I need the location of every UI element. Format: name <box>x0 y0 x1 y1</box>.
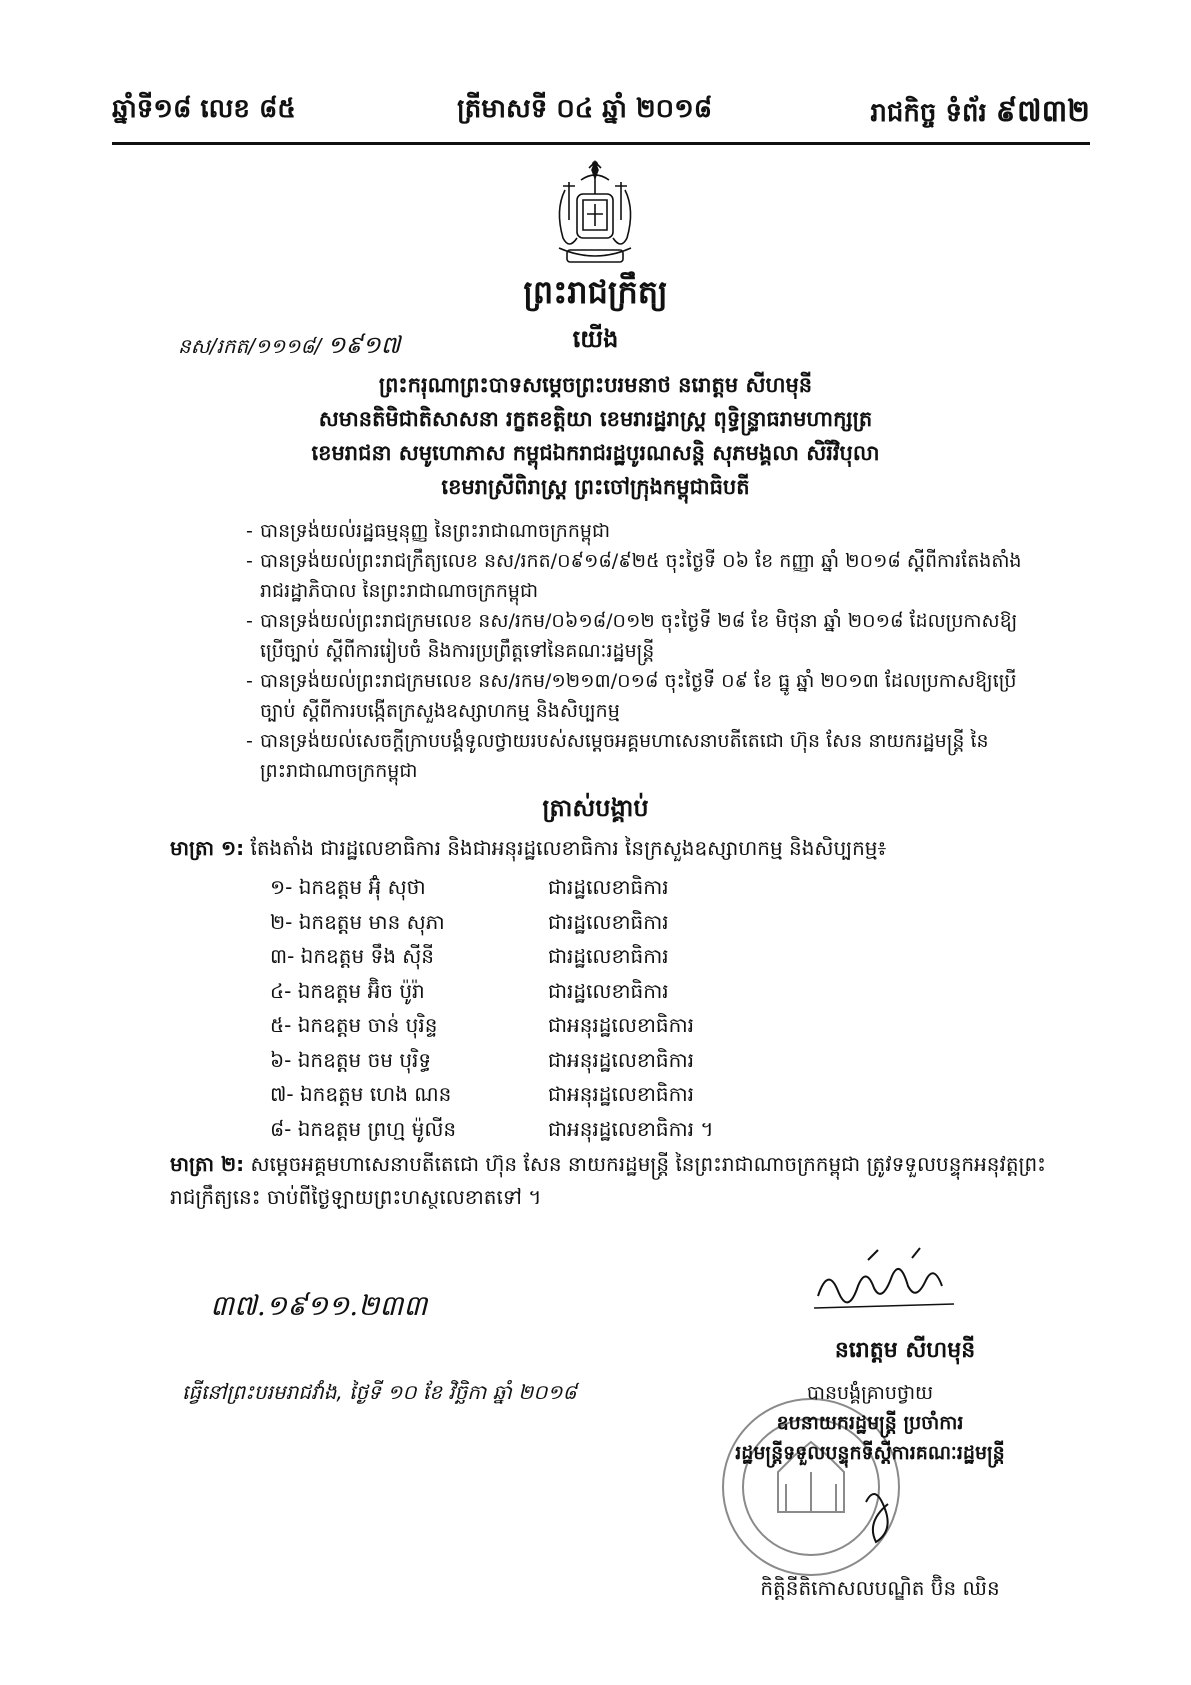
list-item <box>270 1116 790 1151</box>
list-item <box>270 909 790 944</box>
article-2-label: មាត្រា ២: <box>170 1152 245 1176</box>
royal-emblem-icon <box>551 160 639 270</box>
list-item <box>270 1047 790 1082</box>
signatory-name: នរោត្តម សីហមុនី <box>834 1338 976 1363</box>
reference-item: - បានទ្រង់យល់រដ្ឋធម្មនុញ្ញ នៃព្រះរាជាណាចក្រកម្ពុជា <box>246 516 1041 546</box>
appointee-name: ៤- ឯកឧត្តម អ៊ិច ប៉ូរ៉ា <box>270 978 425 1003</box>
appointee-position: ជាអនុរដ្ឋលេខាធិការ <box>548 1013 694 1037</box>
appointee-position: ជាអនុរដ្ឋលេខាធិការ ។ <box>548 1116 714 1141</box>
gazette-page <box>870 92 1090 136</box>
gazette-page-label: រាជកិច្ច ទំព័រ <box>870 98 987 128</box>
appointee-name: ៥- ឯកឧត្តម ចាន់ បុរិន្ទ <box>270 1013 438 1037</box>
legal-references <box>246 516 1041 786</box>
list-item <box>270 1081 790 1116</box>
dateline: ធ្វើនៅព្រះបរមរាជវាំង, ថ្ងៃទី ១០ ខែ វិច្ឆិកា ឆ្នាំ ២០១៨ <box>182 1380 577 1404</box>
reference-item: - បានទ្រង់យល់ព្រះរាជក្រមលេខ នស/រកម/០៦១៨/០១២ ចុះថ្ងៃទី ២៨ ខែ មិថុនា ឆ្នាំ ២០១៨ ដែលប្រកាសឱ្យប្រើច្បាប់ ស្តីពីការរៀបចំ និងការប្រព្រឹត្តទៅនៃគណៈរដ្ឋមន្ត្រី <box>246 606 1041 666</box>
list-item <box>270 874 790 909</box>
king-title-line: ព្រះករុណាព្រះបាទសម្តេចព្រះបរមនាថ នរោត្តម សីហមុនី <box>378 373 813 397</box>
appointee-position: ជាអនុរដ្ឋលេខាធិការ <box>548 1082 694 1106</box>
article-2 <box>170 1148 1050 1214</box>
decree-heading: ត្រាស់បង្គាប់ <box>542 794 649 822</box>
king-title-line: សមានតិមិជាតិសាសនា រក្ខតខត្តិយា ខេមរារដ្ឋរាស្ត្រ ពុទ្ធិន្ទ្រាធរាមហាក្សត្រ <box>318 407 873 431</box>
appointee-name: ២- ឯកឧត្តម មាន សុភា <box>270 909 445 934</box>
appointee-position: ជាអនុរដ្ឋលេខាធិការ <box>548 1047 694 1072</box>
header-rule <box>112 142 1090 145</box>
article-2-text: សម្តេចអគ្គមហាសេនាបតីតេជោ ហ៊ុន សែន នាយករដ្ឋមន្ត្រី នៃព្រះរាជាណាចក្រកម្ពុជា ត្រូវទទួលបន្ទុកអនុវត្តព្រះរាជក្រឹត្យនេះ ចាប់ពីថ្ងៃឡាយព្រះហស្ថលេខាតទៅ ។ <box>170 1152 1046 1209</box>
cosigner-name: កិត្តិនីតិកោសលបណ្ឌិត ប៊ិន ឈិន <box>760 1576 1000 1600</box>
king-titles <box>150 368 1041 504</box>
article-1 <box>170 833 1050 863</box>
appointee-name: ៦- ឯកឧត្តម ចម បុរិទ្ធ <box>270 1047 432 1072</box>
appointee-name: ៨- ឯកឧត្តម ព្រហ្ម ម៉ូលីន <box>270 1116 457 1141</box>
list-item <box>270 1012 790 1047</box>
appointee-name: ៧- ឯកឧត្តម ហេង ណន <box>270 1082 452 1106</box>
article-1-label: មាត្រា ១: <box>170 836 245 860</box>
reference-item: - បានទ្រង់យល់ព្រះរាជក្រមលេខ នស/រកម/១២១៣/០១៨ ចុះថ្ងៃទី ០៩ ខែ ធ្នូ ឆ្នាំ ២០១៣ ដែលប្រកាសឱ្យប្រើច្បាប់ ស្តីពីការបង្កើតក្រសួងឧស្សាហកម្ម និងសិប្បកម្ម <box>246 666 1041 726</box>
decree-title: ព្រះរាជក្រឹត្យ <box>523 273 668 311</box>
reference-item: - បានទ្រង់យល់ព្រះរាជក្រឹត្យលេខ នស/រកត/០៩១៨/៩២៥ ចុះថ្ងៃទី ០៦ ខែ កញ្ញា ឆ្នាំ ២០១៨ ស្តីពីការតែងតាំងរាជរដ្ឋាភិបាល នៃព្រះរាជាណាចក្រកម្ពុជា <box>246 546 1041 606</box>
appointee-position: ជារដ្ឋលេខាធិការ <box>548 978 669 1003</box>
reference-item: - បានទ្រង់យល់សេចក្តីក្រាបបង្គំទូលថ្វាយរបស់សម្តេចអគ្គមហាសេនាបតីតេជោ ហ៊ុន សែន នាយករដ្ឋមន្ត្រី នៃព្រះរាជាណាចក្រកម្ពុជា <box>246 726 1041 786</box>
countersign-title-line: ឧបនាយករដ្ឋមន្ត្រី ប្រចាំការ <box>776 1412 964 1434</box>
countersign-title-line: រដ្ឋមន្ត្រីទទួលបន្ទុកទីស្តីការគណៈរដ្ឋមន្ត្រី <box>735 1442 1005 1464</box>
king-title-line: ខេមរាស្រីពិរាស្ត្រ ព្រះចៅក្រុងកម្ពុជាធិបតី <box>441 475 750 499</box>
countersign-title-line: បានបង្គំគ្រាបថ្វាយ <box>806 1382 934 1404</box>
gazette-page-number: ៩៧៣២ <box>995 94 1090 129</box>
appointee-list <box>270 874 790 1150</box>
royal-signature-icon <box>808 1246 958 1316</box>
list-item <box>270 943 790 978</box>
list-item <box>270 978 790 1013</box>
gazette-date: ត្រីមាសទី ០៤ ឆ្នាំ ២០១៨ <box>457 94 713 124</box>
we-heading: យើង <box>572 325 619 353</box>
appointee-position: ជារដ្ឋលេខាធិការ <box>548 909 669 934</box>
appointee-name: ៣- ឯកឧត្តម ទឹង ស៊ីនី <box>270 944 434 968</box>
appointee-name: ១- ឯកឧត្តម អ៊ុំ សុថា <box>270 875 426 899</box>
reference-number-printed: នស/រកត/១១១៨/ <box>178 334 322 358</box>
handwritten-registration-number: ៣៧.១៩១១.២៣៣ <box>210 1289 428 1322</box>
appointee-position: ជារដ្ឋលេខាធិការ <box>548 875 669 899</box>
article-1-text: តែងតាំង ជារដ្ឋលេខាធិការ និងជាអនុរដ្ឋលេខាធិការ នៃក្រសួងឧស្សាហកម្ម និងសិប្បកម្ម៖ <box>250 836 887 860</box>
reference-number-handwritten: ១៩១៧ <box>327 331 401 359</box>
gazette-year-issue: ឆ្នាំទី១៨ លេខ ៨៥ <box>112 94 296 124</box>
appointee-position: ជារដ្ឋលេខាធិការ <box>548 944 669 968</box>
gazette-header <box>112 92 1090 136</box>
countersign-titles <box>660 1378 1080 1468</box>
king-title-line: ខេមរាជនា សមូហោភាស កម្ពុជឯករាជរដ្ឋបូរណសន្តិ សុភមង្គលា សិរីវិបុលា <box>311 441 880 465</box>
